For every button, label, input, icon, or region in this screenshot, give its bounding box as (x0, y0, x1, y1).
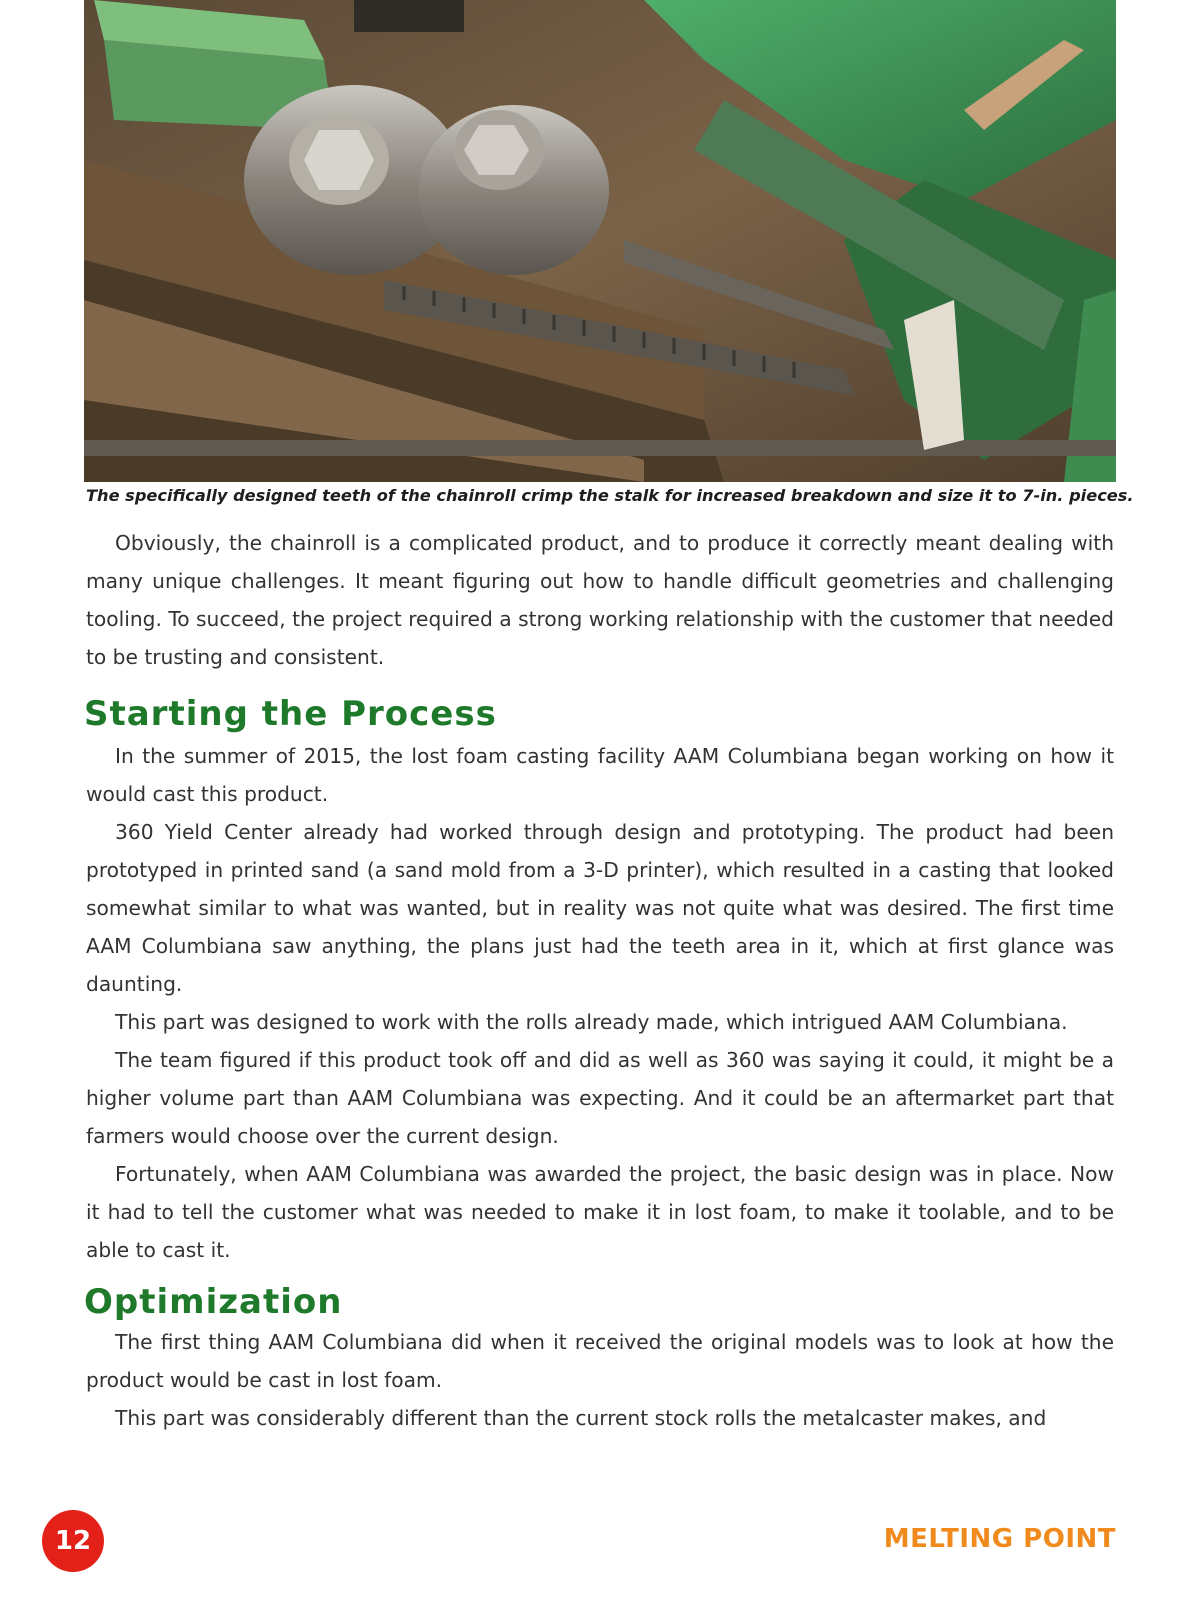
page-number-badge: 12 (42, 1510, 104, 1572)
section-heading-starting-process: Starting the Process (84, 694, 497, 734)
section-1-text (86, 737, 1114, 1269)
paragraph: 360 Yield Center already had worked through design and prototyping. The product had been prototyped in printed sand (a sand mold from a 3-D printer), which resulted in a casting that looked somewhat similar to what was wanted, but in reality was not quite what was desired. The first time AAM Columbiana saw anything, the plans just had the teeth area in it, which at first glance was daunting. (86, 820, 1114, 996)
section-2-text (86, 1323, 1114, 1437)
paragraph: Obviously, the chainroll is a complicated product, and to produce it correctly meant dealing with many unique challenges. It meant figuring out how to handle difficult geometries and challenging tooling. To succeed, the project required a strong working relationship with the customer that needed to be trusting and consistent. (86, 531, 1114, 669)
paragraph: Fortunately, when AAM Columbiana was awarded the project, the basic design was in place. Now it had to tell the customer what was needed to make it in lost foam, to make it toolable, and to be able to cast it. (86, 1162, 1114, 1262)
section-heading-optimization: Optimization (84, 1282, 343, 1322)
publication-brand: MELTING POINT (883, 1524, 1116, 1554)
photo-caption: The specifically designed teeth of the chainroll crimp the stalk for increased breakdown and size it to 7-in. pieces. (86, 486, 1134, 505)
paragraph: The team figured if this product took off and did as well as 360 was saying it could, it might be a higher volume part than AAM Columbiana was expecting. And it could be an aftermarket part that farmers would choose over the current design. (86, 1048, 1114, 1148)
chainroll-photo (84, 0, 1116, 482)
chainroll-photo-graphic (84, 0, 1116, 482)
paragraph: This part was considerably different than the current stock rolls the metalcaster makes, and (115, 1406, 1047, 1430)
paragraph: The first thing AAM Columbiana did when it received the original models was to look at how the product would be cast in lost foam. (86, 1330, 1114, 1392)
paragraph: This part was designed to work with the rolls already made, which intrigued AAM Columbiana. (115, 1010, 1068, 1034)
paragraph: In the summer of 2015, the lost foam casting facility AAM Columbiana began working on how it would cast this product. (86, 744, 1114, 806)
intro-text (86, 524, 1114, 676)
